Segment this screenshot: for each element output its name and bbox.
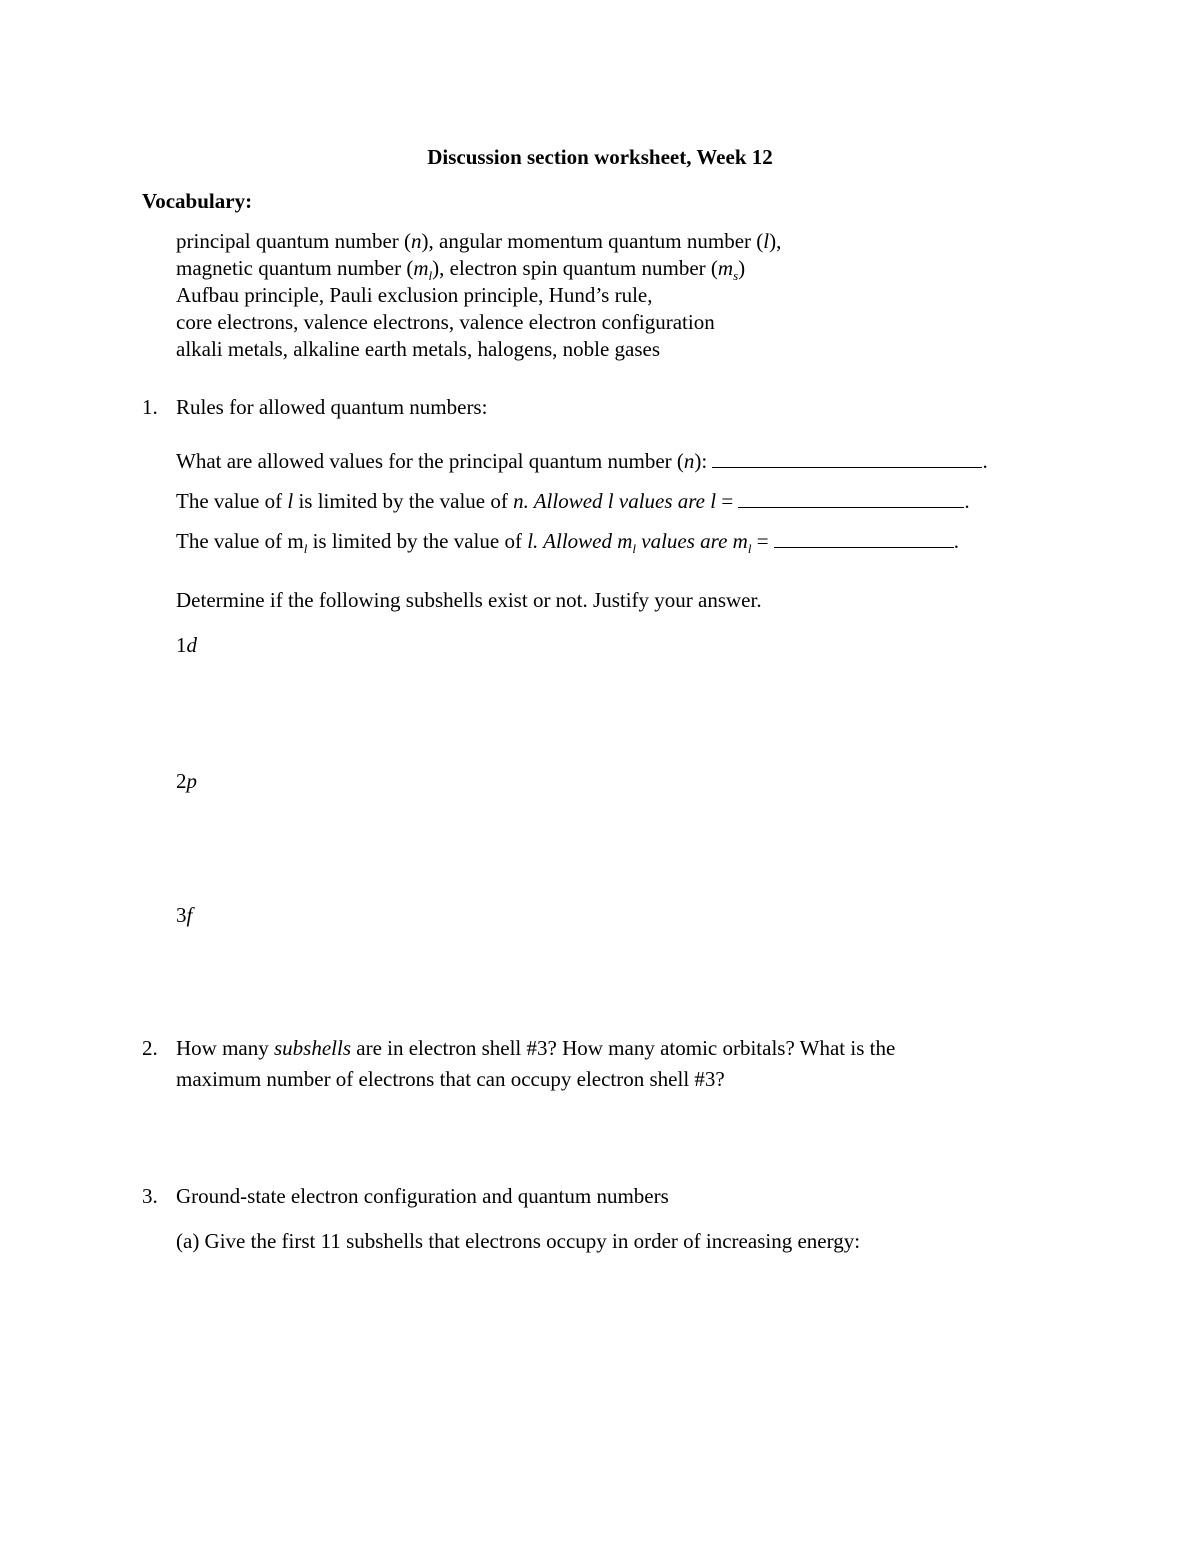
rule-principal: What are allowed values for the principal quantum number (n): .: [176, 449, 988, 473]
vocab-line-4: core electrons, valence electrons, valence electron configuration: [176, 310, 715, 334]
answer-blank-n[interactable]: [712, 449, 982, 468]
rule-magnetic: The value of $m_l$ is limited by the value of l. Allowed $m_l$ values are $m_l$ = .: [176, 529, 960, 557]
subshell-3f: 3f: [176, 903, 193, 927]
question-3-heading: Ground-state electron configuration and quantum numbers: [176, 1184, 669, 1208]
subshell-2p: 2p: [176, 769, 197, 793]
question-3-number: 3.: [142, 1184, 158, 1208]
page-title: Discussion section worksheet, Week 12: [427, 145, 773, 169]
answer-blank-ml[interactable]: [774, 529, 954, 548]
question-1-heading: Rules for allowed quantum numbers:: [176, 395, 488, 419]
question-3a: (a) Give the first 11 subshells that electrons occupy in order of increasing energy:: [176, 1229, 861, 1253]
determine-instruction: Determine if the following subshells exist or not. Justify your answer.: [176, 588, 762, 612]
rule-angular: The value of l is limited by the value of n. Allowed l values are l = .: [176, 489, 970, 513]
vocab-line-1: principal quantum number (n), angular momentum quantum number (l),: [176, 229, 782, 253]
vocab-line-3: Aufbau principle, Pauli exclusion principle, Hund’s rule,: [176, 283, 653, 307]
vocab-line-5: alkali metals, alkaline earth metals, halogens, noble gases: [176, 337, 661, 361]
question-1-number: 1.: [142, 395, 158, 419]
question-2-line-1: How many subshells are in electron shell #3? How many atomic orbitals? What is the: [176, 1036, 896, 1060]
vocab-line-2: magnetic quantum number $(m_l)$, electron spin quantum number $(m_s)$: [176, 256, 746, 284]
question-2-line-2: maximum number of electrons that can occupy electron shell #3?: [176, 1067, 725, 1091]
vocabulary-heading: Vocabulary:: [142, 189, 253, 213]
question-2-number: 2.: [142, 1036, 158, 1060]
answer-blank-l[interactable]: [738, 489, 964, 508]
subshell-1d: 1d: [176, 633, 197, 657]
